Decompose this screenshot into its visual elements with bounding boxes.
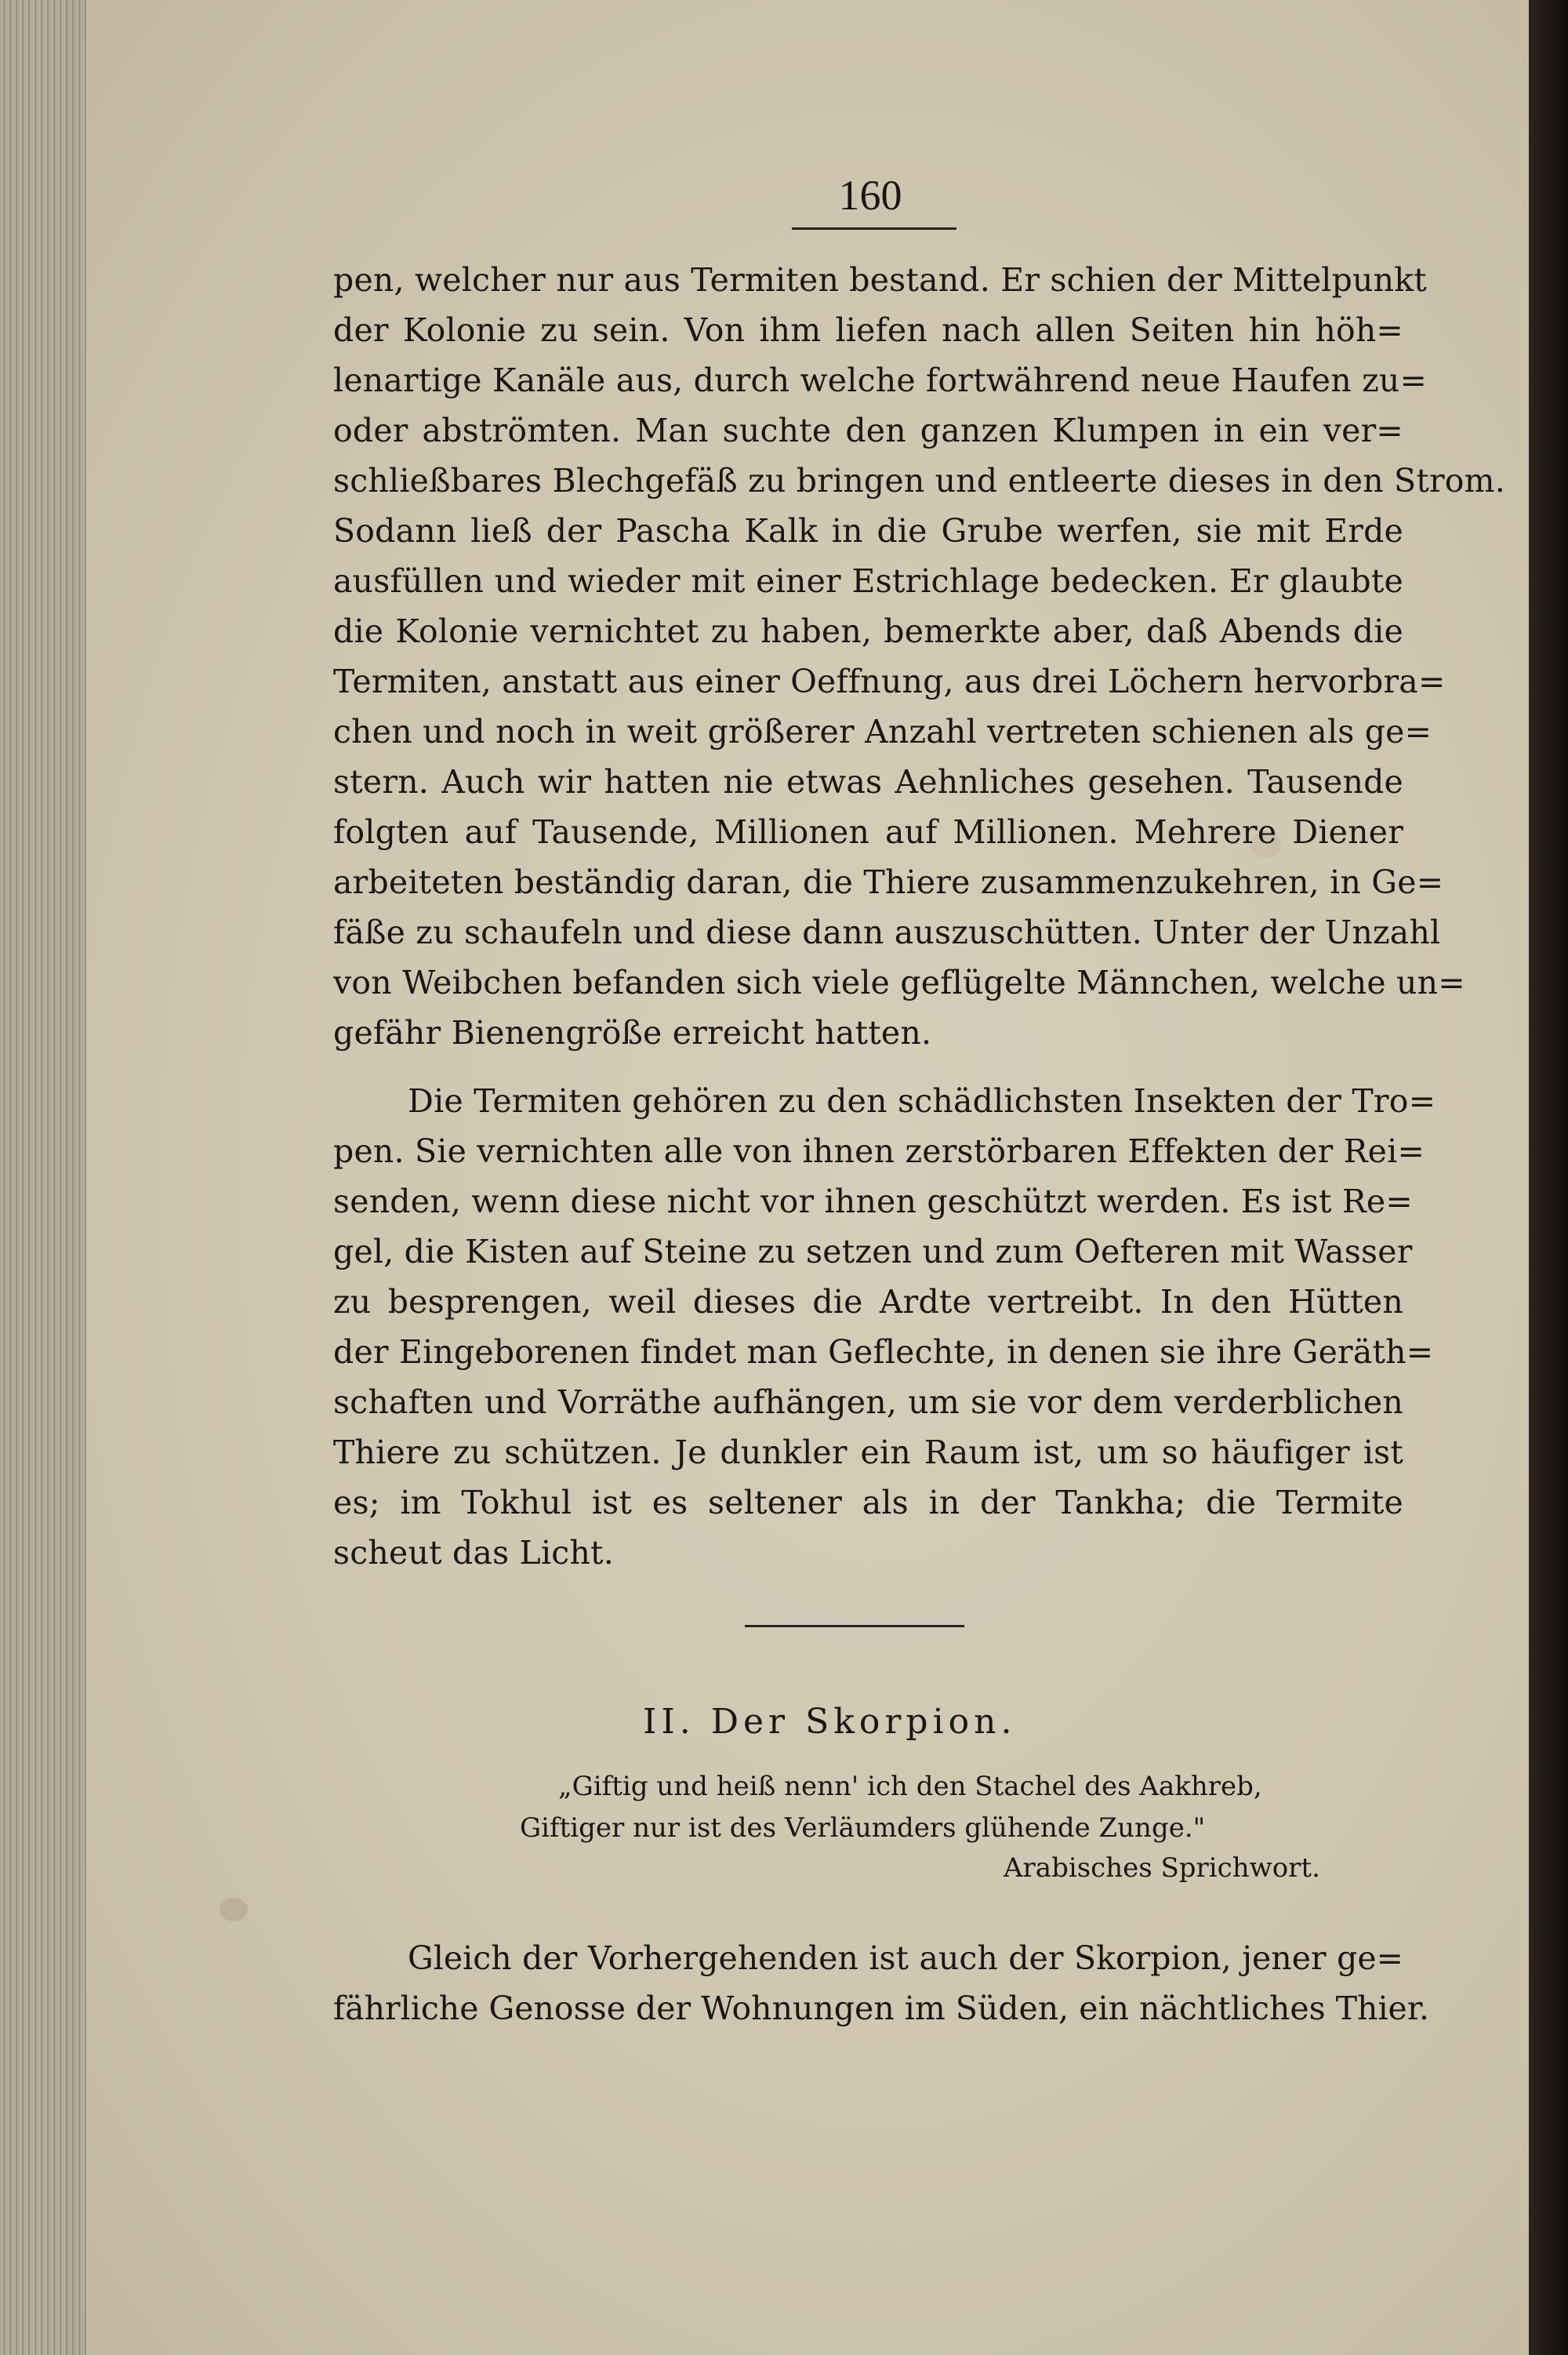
text-line: Thiere zu schützen. Je dunkler ein Raum ist, um so häufiger ist [333,1434,1403,1471]
text-line: fährliche Genosse der Wohnungen im Süden, ein nächtliches Thier. [333,1990,1429,2027]
text-line: folgten auf Tausende, Millionen auf Millionen. Mehrere Diener [333,813,1403,851]
text-line: Sodann ließ der Pascha Kalk in die Grube werfen, sie mit Erde [333,512,1403,550]
page-number: 160 [838,172,902,219]
page-number-rule [792,227,956,230]
text-line: gefähr Bienengröße erreicht hatten. [333,1014,932,1052]
foxing-spot [220,1898,248,1921]
text-line: die Kolonie vernichtet zu haben, bemerkte aber, daß Abends die [333,612,1403,650]
text-line: Termiten, anstatt aus einer Oeffnung, aus drei Löchern hervorbra= [333,663,1446,700]
text-line: Gleich der Vorhergehenden ist auch der Skorpion, jener ge= [408,1939,1403,1977]
epigraph-line: „Giftig und heiß nenn' ich den Stachel des Aakhreb, [558,1771,1262,1802]
text-line: es; im Tokhul ist es seltener als in der Tankha; die Termite [333,1484,1403,1521]
text-line: fäße zu schaufeln und diese dann auszuschütten. Unter der Unzahl [333,914,1441,951]
text-line: der Eingeborenen findet man Geflechte, in denen sie ihre Geräth= [333,1333,1434,1371]
text-line: von Weibchen befanden sich viele geflügelte Männchen, welche un= [333,964,1465,1001]
epigraph-line: Giftiger nur ist des Verläumders glühende Zunge." [520,1812,1206,1844]
text-line: arbeiteten beständig daran, die Thiere zusammenzukehren, in Ge= [333,863,1444,901]
text-line: schließbares Blechgefäß zu bringen und entleerte dieses in den Strom. [333,462,1505,500]
text-line: chen und noch in weit größerer Anzahl vertreten schienen als ge= [333,713,1432,750]
text-line: lenartige Kanäle aus, durch welche fortwährend neue Haufen zu= [333,362,1428,399]
binding-shadow [1529,0,1568,2355]
section-divider [745,1625,964,1627]
text-line: oder abströmten. Man suchte den ganzen Klumpen in ein ver= [333,412,1403,449]
text-line: gel, die Kisten auf Steine zu setzen und zum Oefteren mit Wasser [333,1233,1413,1270]
text-line: pen, welcher nur aus Termiten bestand. Er schien der Mittelpunkt [333,261,1427,299]
section-heading: II. Der Skorpion. [643,1702,1017,1742]
text-line: senden, wenn diese nicht vor ihnen geschützt werden. Es ist Re= [333,1183,1413,1220]
epigraph-attribution: Arabisches Sprichwort. [1004,1852,1320,1884]
text-line: schaften und Vorräthe aufhängen, um sie vor dem verderblichen [333,1383,1403,1421]
text-line: ausfüllen und wieder mit einer Estrichlage bedecken. Er glaubte [333,562,1403,600]
text-line: Die Termiten gehören zu den schädlichsten Insekten der Tro= [408,1082,1436,1120]
text-line: scheut das Licht. [333,1534,614,1572]
text-line: der Kolonie zu sein. Von ihm liefen nach allen Seiten hin höh= [333,311,1403,349]
text-line: zu besprengen, weil dieses die Ardte vertreibt. In den Hütten [333,1283,1403,1321]
text-line: pen. Sie vernichten alle von ihnen zerstörbaren Effekten der Rei= [333,1132,1425,1170]
page-stack-edge [0,0,88,2355]
text-line: stern. Auch wir hatten nie etwas Aehnliches gesehen. Tausende [333,763,1403,801]
